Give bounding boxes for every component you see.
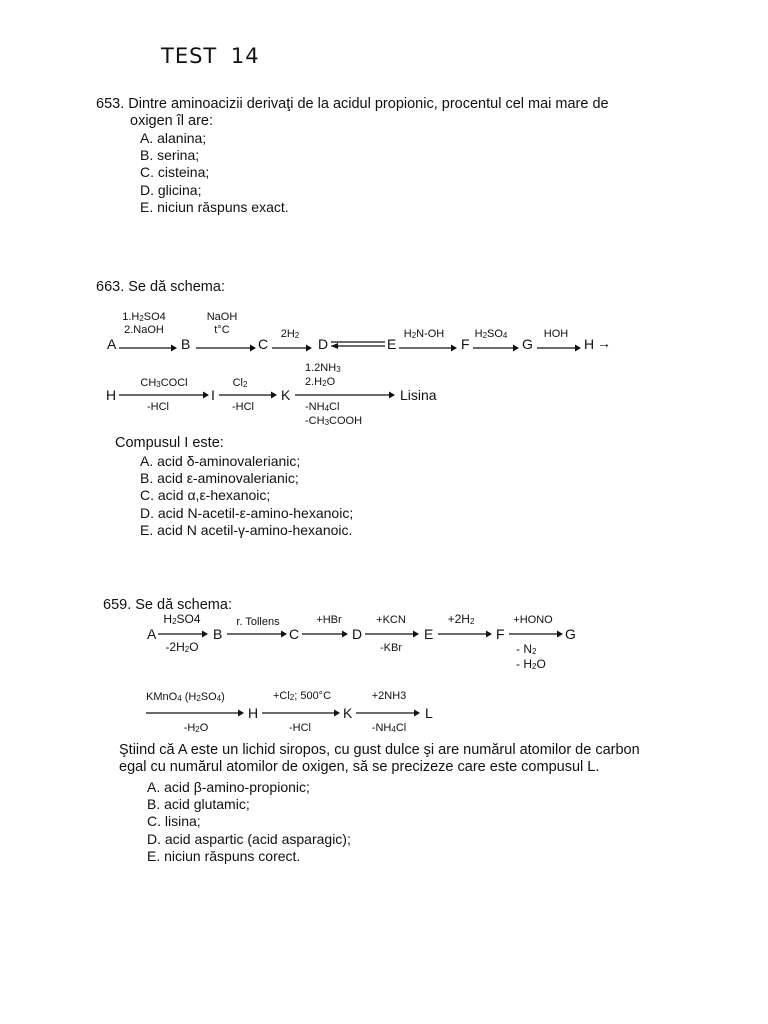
q659-option-e: E. niciun răspuns corect. bbox=[147, 847, 301, 864]
q663-option-e: E. acid N acetil-γ-amino-hexanoic. bbox=[140, 521, 353, 538]
q659-label-cl2: $+Cl_2$; 500°C bbox=[272, 690, 332, 702]
q659-arrow-bc bbox=[227, 630, 287, 638]
q663-arrow-bc bbox=[196, 344, 256, 352]
q659-node-b: B bbox=[213, 626, 223, 642]
q663-label-hoh: HOH bbox=[543, 328, 569, 340]
q663-arrow-klisina bbox=[295, 391, 395, 399]
q663-label-nh4cl: $-NH_4Cl$ bbox=[305, 401, 340, 413]
q663-node-e: E bbox=[387, 336, 397, 352]
q663-arrow-hi bbox=[119, 391, 209, 399]
q663-node-k: K bbox=[281, 387, 291, 403]
q663-node-c: C bbox=[258, 336, 269, 352]
q659-text-line2: egal cu numărul atomilor de oxigen, să se precizeze care este compusul L. bbox=[119, 759, 600, 775]
q659-option-a: A. acid β-amino-propionic; bbox=[147, 779, 310, 795]
q663-option-b: B. acid ε-aminovalerianic; bbox=[140, 470, 299, 487]
q663-stem: 663. Se dă schema: bbox=[96, 279, 225, 295]
q653-option-e: E. niciun răspuns exact. bbox=[140, 198, 289, 215]
q659-arrow-ef bbox=[438, 630, 492, 638]
question-653 bbox=[96, 96, 696, 130]
q663-node-d: D bbox=[318, 336, 329, 352]
q659-options bbox=[147, 779, 351, 865]
q663-node-h: H bbox=[584, 336, 595, 352]
q663-arrow-fg bbox=[473, 344, 519, 352]
q663-continue-arrow: → bbox=[597, 335, 611, 351]
q663-option-d: D. acid N-acetil-ε-amino-hexanoic; bbox=[140, 504, 354, 521]
q659-option-b: B. acid glutamic; bbox=[147, 796, 250, 813]
q663-label-naoh: NaOH bbox=[206, 311, 238, 323]
q659-label-n2: - $N_2$ bbox=[516, 642, 537, 656]
q663-arrow-gh bbox=[537, 344, 581, 352]
q659-label-hono: +HONO bbox=[513, 614, 553, 626]
q663-label-h2so4: $H_2SO_4$ bbox=[474, 328, 508, 340]
q659-label-hbr: +HBr bbox=[316, 614, 342, 626]
q659-label-tollens: r. Tollens bbox=[236, 616, 280, 628]
q659-label-2nh3: +2NH3 bbox=[371, 690, 407, 702]
q663-question: Compusul I este: bbox=[115, 435, 224, 451]
q659-text-line1: Ştiind că A este un lichid siropos, cu gust dulce şi are numărul atomilor de carbon bbox=[119, 742, 640, 758]
q653-option-d: D. glicina; bbox=[140, 181, 202, 198]
q659-arrow-gh bbox=[146, 709, 244, 717]
q659-label-h2o-h: $-H_2O$ bbox=[183, 722, 209, 734]
q659-node-k: K bbox=[343, 705, 353, 721]
q663-arrow-cd bbox=[272, 344, 312, 352]
q659-label-2h2o: $-2H_2O$ bbox=[165, 640, 199, 654]
q663-arrow-ab bbox=[119, 344, 177, 352]
q653-option-b: B. serina; bbox=[140, 147, 200, 164]
q653-option-a: A. alanina; bbox=[140, 130, 207, 146]
q663-label-ch3cooh: $-CH_3COOH$ bbox=[305, 415, 363, 427]
q663-label-h2o: $2.H_2O$ bbox=[305, 376, 336, 388]
q659-label-kbr: -KBr bbox=[380, 642, 402, 654]
q663-label-minus-hcl-1: -HCl bbox=[147, 401, 169, 413]
q663-equilibrium-arrow bbox=[331, 339, 385, 351]
q653-stem-line1: 653. Dintre aminoacizii derivaţi de la acidul propionic, procentul cel mai mare de bbox=[96, 96, 609, 112]
q663-label-ch3cocl: $CH_3COCl$ bbox=[140, 377, 188, 389]
q663-node-b: B bbox=[181, 336, 191, 352]
q663-label-cl2: $Cl_2$ bbox=[232, 377, 248, 389]
q659-option-d: D. acid aspartic (acid asparagic); bbox=[147, 830, 351, 847]
q663-arrow-ik bbox=[219, 391, 277, 399]
q659-label-nh4cl: $-NH_4Cl$ bbox=[371, 722, 407, 734]
q663-node-a: A bbox=[107, 336, 117, 352]
q659-node-e: E bbox=[424, 626, 434, 642]
q663-node-lisina: Lisina bbox=[400, 387, 437, 403]
q659-label-hcl: -HCl bbox=[289, 722, 311, 734]
q663-label-minus-hcl-2: -HCl bbox=[232, 401, 254, 413]
q659-label-h2o-g: - $H_2O$ bbox=[516, 657, 546, 671]
q659-label-h2so4: $H_2SO4$ bbox=[163, 612, 201, 626]
q653-options bbox=[140, 130, 289, 216]
q653-option-c: C. cisteina; bbox=[140, 164, 210, 181]
q659-label-kcn: +KCN bbox=[376, 614, 406, 626]
q659-arrow-ab bbox=[158, 630, 208, 638]
page-title: TEST 14 bbox=[161, 44, 260, 68]
q659-arrow-hk bbox=[262, 709, 340, 717]
q659-node-l: L bbox=[425, 705, 433, 721]
q663-option-c: C. acid α,ε-hexanoic; bbox=[140, 487, 271, 504]
q663-node-f: F bbox=[461, 336, 470, 352]
q663-label-2: 2.NaOH bbox=[124, 324, 164, 336]
q659-label-2h2: $+2H_2$ bbox=[447, 612, 475, 626]
q659-label-kmno4: KMnO$_4$ $(H_2SO_4)$ bbox=[146, 691, 225, 703]
q659-stem: 659. Se dă schema: bbox=[103, 597, 232, 613]
q663-node-i: I bbox=[211, 387, 215, 403]
q663-label-temp: t°C bbox=[214, 324, 230, 336]
q659-arrow-cd bbox=[302, 630, 348, 638]
q663-node-g: G bbox=[522, 336, 533, 352]
q663-options bbox=[140, 453, 353, 539]
q659-node-h: H bbox=[248, 705, 259, 721]
q663-label-2h2: $2H_2$ bbox=[280, 328, 300, 340]
q659-arrow-fg bbox=[509, 630, 563, 638]
q663-node-h2: H bbox=[106, 387, 117, 403]
q653-stem-line2: oxigen îl are: bbox=[130, 113, 214, 129]
q659-node-a: A bbox=[147, 626, 157, 642]
q659-node-f: F bbox=[496, 626, 505, 642]
q659-arrow-kl bbox=[356, 709, 420, 717]
q659-node-g: G bbox=[565, 626, 576, 642]
q659-node-d: D bbox=[352, 626, 363, 642]
q663-arrow-ef bbox=[399, 344, 457, 352]
q663-option-a: A. acid δ-aminovalerianic; bbox=[140, 453, 301, 469]
q659-arrow-de bbox=[365, 630, 419, 638]
q659-text bbox=[119, 742, 719, 776]
q659-node-c: C bbox=[289, 626, 300, 642]
q663-label-2nh3: $1.2NH_3$ bbox=[305, 362, 341, 374]
q659-option-c: C. lisina; bbox=[147, 813, 201, 830]
q663-label-h2noh: $H_2N-OH$ bbox=[403, 328, 445, 340]
q663-label-1: $1.H_2SO4$ bbox=[122, 311, 166, 323]
